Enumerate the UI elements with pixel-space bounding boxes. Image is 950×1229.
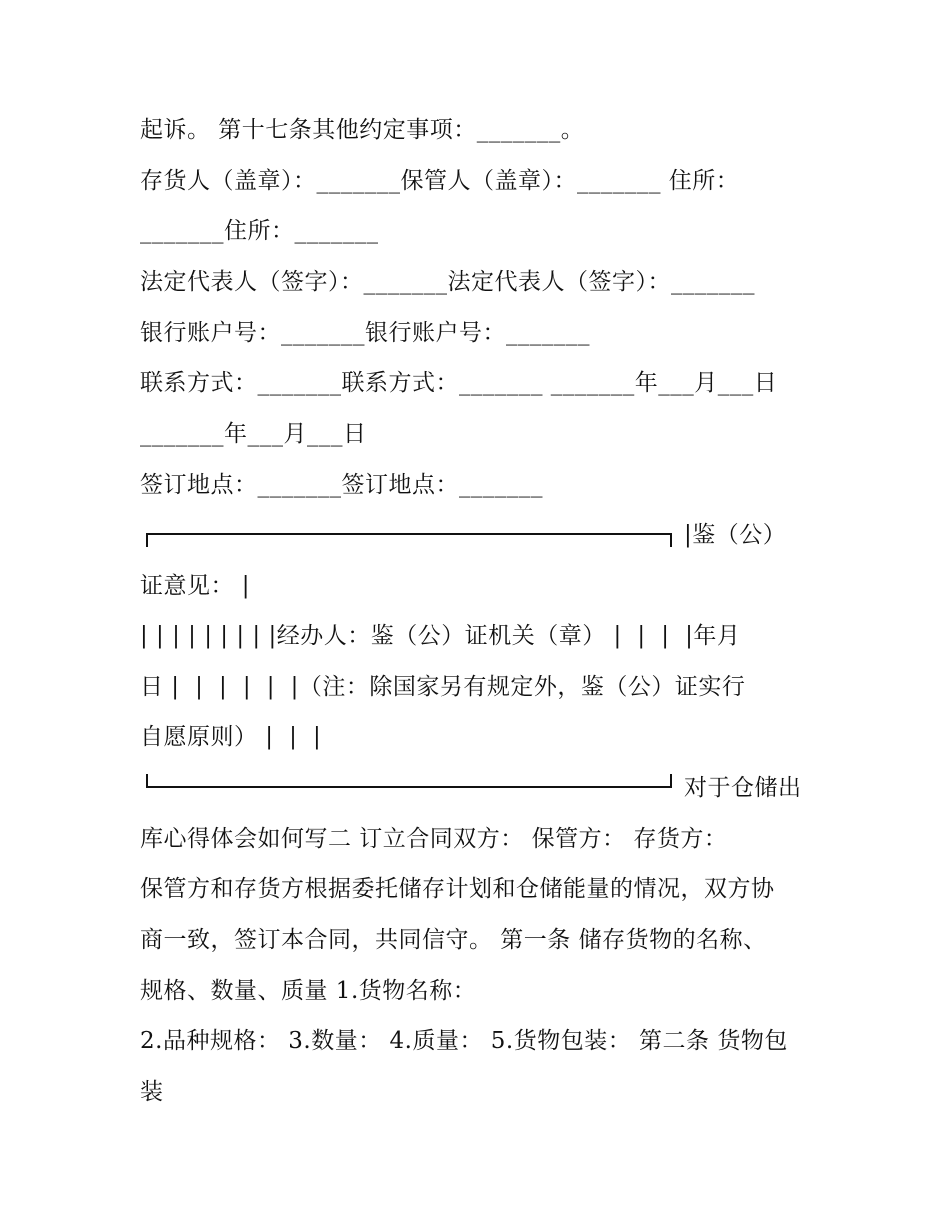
notary-box-text: | | | | | | | | |经办人：鉴（公）证机关（章） | | | |年月 [140,623,741,649]
notary-box-text: 日 | | | | | |（注：除国家另有规定外，鉴（公）证实行 [140,674,746,700]
text-line: 起诉。 第十七条其他约定事项：_______。 [140,117,585,143]
notary-box-text: |鉴（公） [684,522,787,548]
text-line: 银行账户号：_______银行账户号：_______ [140,320,590,346]
text-line: 对于仓储出 [684,775,802,801]
notary-box-text: 证意见： | [140,573,251,599]
text-line: 装 [140,1079,164,1105]
text-line: 2.品种规格： 3.数量： 4.质量： 5.货物包装： 第二条 货物包 [140,1028,788,1054]
text-line: 保管方和存货方根据委托储存计划和仓储能量的情况，双方协 [140,876,775,902]
text-line: 签订地点：_______签订地点：_______ [140,472,543,498]
notary-box-text: 自愿原则） | | | [140,724,322,750]
text-line: _______住所：_______ [140,218,379,244]
text-line: _______年___月___日 [140,421,367,447]
text-line: 商一致，签订本合同，共同信守。 第一条 储存货物的名称、 [140,927,767,953]
text-line: 法定代表人（签字）：_______法定代表人（签字）：_______ [140,269,755,295]
text-line: 存货人（盖章）：_______保管人（盖章）：_______ 住所： [140,168,740,194]
text-line: 联系方式：_______联系方式：_______ _______年___月___日 [140,370,778,396]
text-line: 规格、数量、质量 1.货物名称： [140,978,477,1004]
notary-box-bottom-border [146,774,672,788]
notary-box-top-border [146,533,672,547]
text-line: 库心得体会如何写二 订立合同双方： 保管方： 存货方： [140,826,728,852]
